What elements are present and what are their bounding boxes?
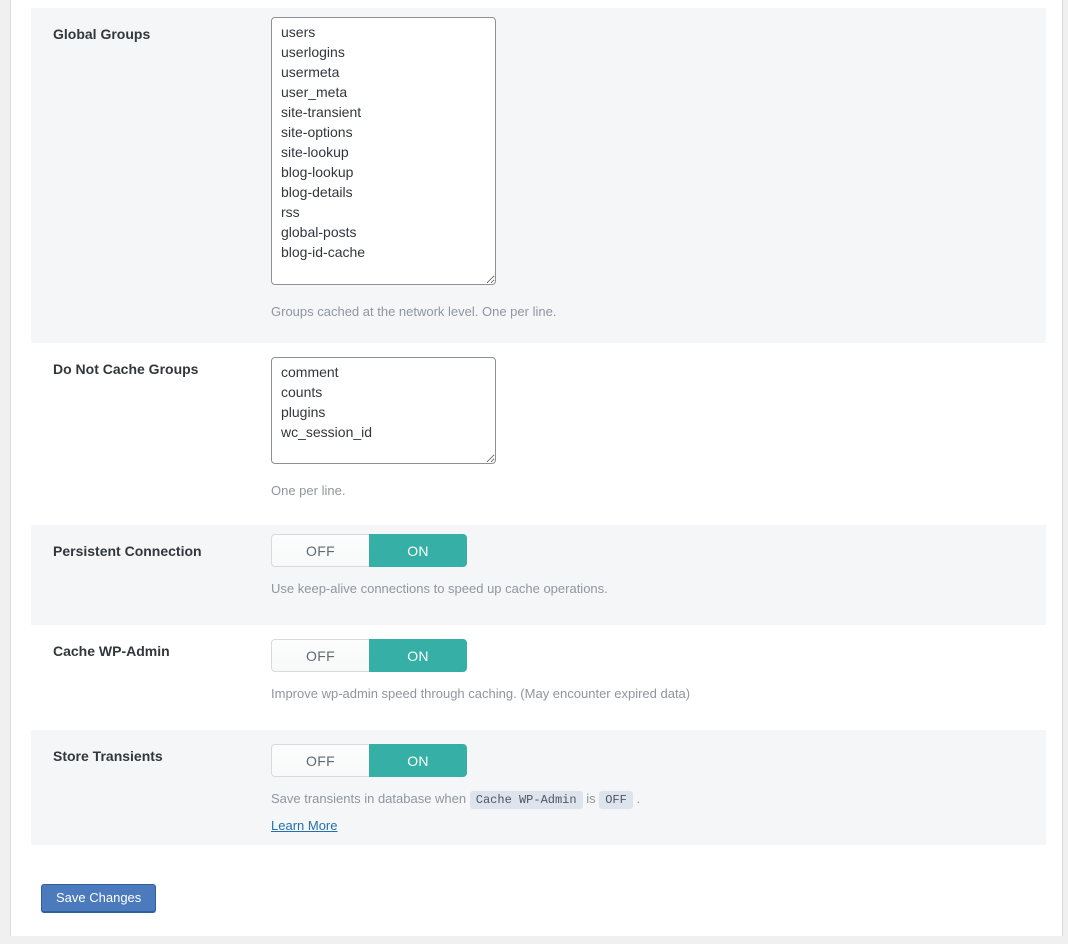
setting-row-do-not-cache-groups: [31, 343, 1046, 525]
persistent-connection-off-button[interactable]: OFF: [271, 534, 369, 567]
persistent-connection-on-button[interactable]: ON: [369, 534, 467, 567]
cache-wp-admin-label: Cache WP-Admin: [53, 643, 170, 659]
description-text: Save transients in database when: [271, 791, 467, 806]
store-transients-off-button[interactable]: OFF: [271, 744, 369, 777]
cache-wp-admin-toggle: [271, 639, 467, 672]
cache-wp-admin-off-button[interactable]: OFF: [271, 639, 369, 672]
submit-area: [31, 845, 1046, 912]
setting-row-persistent-connection: [31, 525, 1046, 625]
store-transients-toggle: [271, 744, 467, 777]
description-text: .: [636, 791, 641, 806]
setting-row-global-groups: [31, 8, 1046, 343]
persistent-connection-label: Persistent Connection: [53, 543, 202, 559]
global-groups-description: Groups cached at the network level. One per line.: [271, 304, 557, 319]
do-not-cache-groups-textarea[interactable]: [271, 357, 496, 464]
setting-row-store-transients: [31, 730, 1046, 845]
global-groups-label: Global Groups: [53, 26, 151, 42]
cache-wp-admin-description: Improve wp-admin speed through caching. (May encounter expired data): [271, 686, 691, 701]
code-badge-off: OFF: [599, 791, 633, 809]
store-transients-label: Store Transients: [53, 748, 163, 764]
do-not-cache-groups-description: One per line.: [271, 483, 346, 498]
settings-panel: [10, 0, 1063, 936]
store-transients-on-button[interactable]: ON: [369, 744, 467, 777]
cache-wp-admin-on-button[interactable]: ON: [369, 639, 467, 672]
description-text: is: [586, 791, 596, 806]
code-badge-cache-wp-admin: Cache WP-Admin: [470, 791, 583, 809]
global-groups-textarea[interactable]: [271, 17, 496, 285]
persistent-connection-description: Use keep-alive connections to speed up cache operations.: [271, 581, 608, 596]
store-transients-description: [271, 789, 1036, 809]
setting-row-cache-wp-admin: [31, 625, 1046, 730]
do-not-cache-groups-label: Do Not Cache Groups: [53, 361, 199, 377]
save-changes-button[interactable]: Save Changes: [41, 884, 156, 912]
learn-more-link[interactable]: Learn More: [271, 818, 338, 833]
persistent-connection-toggle: [271, 534, 467, 567]
